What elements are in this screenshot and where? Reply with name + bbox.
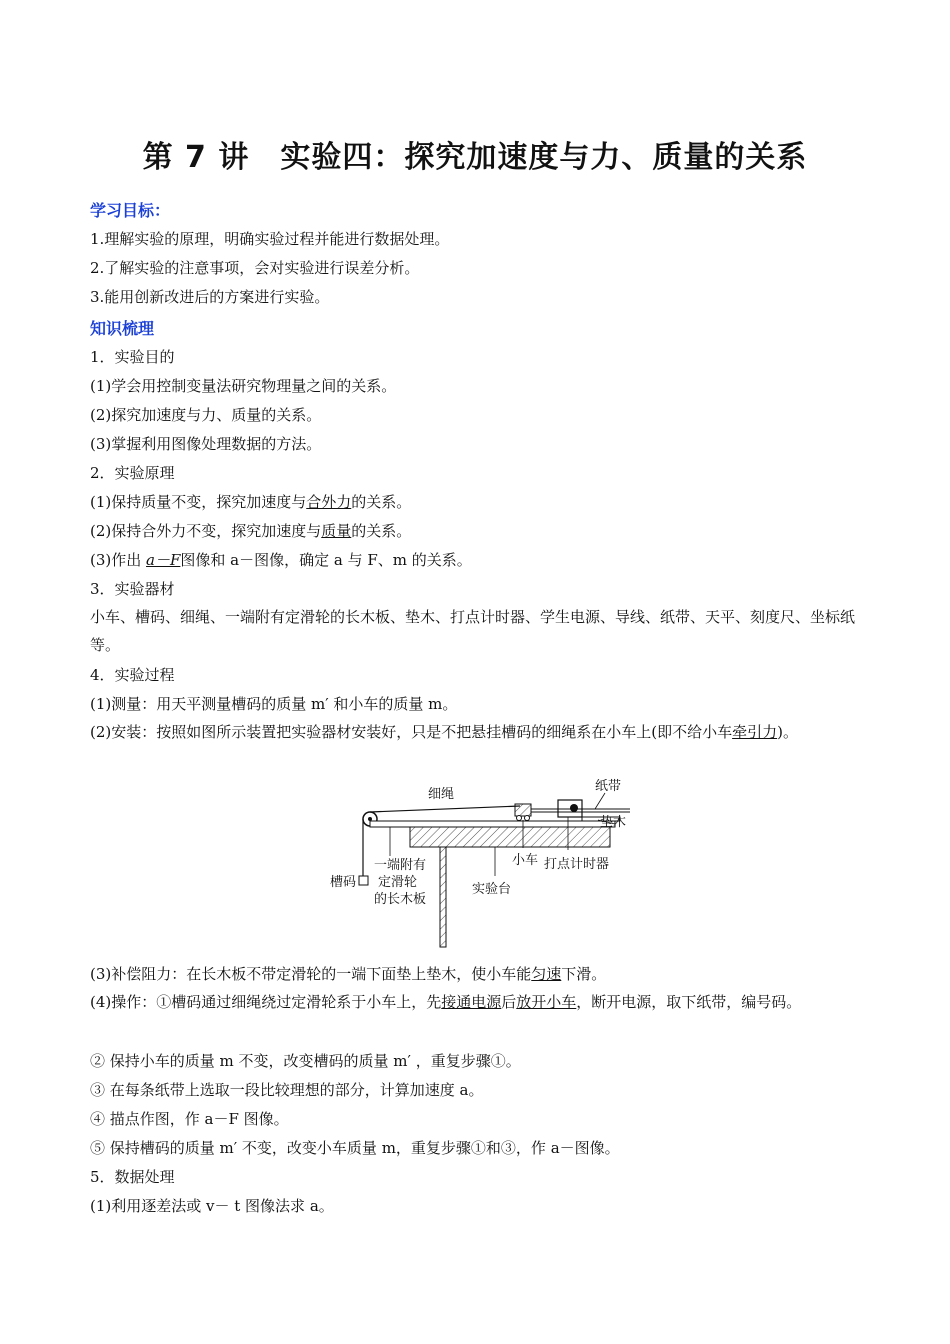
section-4-line-3	[90, 964, 606, 984]
text: 的关系。	[351, 522, 412, 540]
text: (2)保持合外力不变，探究加速度与	[90, 522, 322, 540]
section-5-title: 5．数据处理	[90, 1168, 175, 1186]
section-4-title: 4．实验过程	[90, 666, 175, 684]
apparatus-diagram	[330, 776, 640, 952]
section-4-line-1: (1)测量：用天平测量槽码的质量 m′ 和小车的质量 m。	[90, 695, 458, 713]
text: (2)安装：按照如图所示装置把实验器材安装好，只是不把悬挂槽码的细绳系在小车上(即不给小车	[90, 723, 733, 741]
section-1-item-2: (2)探究加速度与力、质量的关系。	[90, 406, 322, 424]
lab-table-top	[410, 827, 610, 847]
text: 后	[501, 993, 517, 1011]
text: 图像和 a－图像，确定 a 与 F、m 的关系。	[180, 551, 472, 569]
section-4-line-2	[90, 718, 865, 746]
section-4-line-8: ⑤ 保持槽码的质量 m′ 不变，改变小车质量 m，重复步骤①和③，作 a－图像。	[90, 1139, 620, 1157]
section-2-line-1	[90, 492, 411, 512]
text: 的关系。	[351, 493, 412, 511]
label-board-1: 一端附有	[374, 858, 427, 873]
goal-item-3: 3.能用创新改进后的方案进行实验。	[90, 288, 330, 306]
label-block: 垫木	[600, 815, 627, 830]
section-3-text: 小车、槽码、细绳、一端附有定滑轮的长木板、垫木、打点计时器、学生电源、导线、纸带、天平、刻度尺、坐标纸等。	[90, 608, 856, 654]
answer-underline: 接通电源	[441, 993, 502, 1011]
answer-underline: a－F	[146, 551, 181, 569]
section-2-line-2	[90, 521, 411, 541]
lab-table-leg	[440, 847, 446, 947]
section-4-line-6: ③ 在每条纸带上选取一段比较理想的部分，计算加速度 a。	[90, 1081, 484, 1099]
goal-item-2: 2.了解实验的注意事项，会对实验进行误差分析。	[90, 259, 420, 277]
label-table: 实验台	[472, 882, 512, 897]
section-4-line-7: ④ 描点作图，作 a－F 图像。	[90, 1110, 289, 1128]
weight-icon	[359, 876, 368, 885]
section-2-title: 2．实验原理	[90, 464, 175, 482]
label-tape: 纸带	[595, 779, 622, 794]
answer-underline: 匀速	[531, 965, 562, 983]
label-board-2: 定滑轮	[378, 875, 418, 890]
section-1-item-3: (3)掌握利用图像处理数据的方法。	[90, 435, 322, 453]
label-cart: 小车	[512, 853, 539, 868]
section-4-line-4	[90, 988, 865, 1016]
label-weight: 槽码	[330, 875, 357, 890]
goal-item-1: 1.理解实验的原理，明确实验过程并能进行数据处理。	[90, 230, 450, 248]
section-3-title: 3．实验器材	[90, 580, 175, 598]
label-rope: 细绳	[428, 787, 455, 802]
answer-underline: 放开小车	[516, 993, 577, 1011]
knowledge-heading: 知识梳理	[90, 319, 155, 338]
section-4-line-5: ② 保持小车的质量 m 不变，改变槽码的质量 m′ ，重复步骤①。	[90, 1052, 521, 1070]
cart-icon	[515, 804, 531, 816]
section-2-line-3	[90, 550, 472, 570]
section-5-line-1: (1)利用逐差法或 v－ t 图像法求 a。	[90, 1197, 334, 1215]
section-1-item-1: (1)学会用控制变量法研究物理量之间的关系。	[90, 377, 397, 395]
rope-line	[370, 806, 520, 812]
answer-underline: 牵引力	[732, 723, 778, 741]
goals-heading: 学习目标：	[90, 201, 171, 220]
answer-underline: 质量	[321, 522, 352, 540]
text: (1)保持质量不变，探究加速度与	[90, 493, 307, 511]
text: 下滑。	[561, 965, 607, 983]
label-timer: 打点计时器	[544, 857, 610, 872]
text: )。	[777, 723, 798, 741]
long-board	[370, 821, 615, 827]
text: ，断开电源，取下纸带，编号码。	[576, 993, 802, 1011]
text: (3)补偿阻力：在长木板不带定滑轮的一端下面垫上垫木，使小车能	[90, 965, 532, 983]
page-title: 第 7 讲 实验四：探究加速度与力、质量的关系	[142, 140, 808, 175]
section-1-title: 1．实验目的	[90, 348, 175, 366]
answer-underline: 合外力	[306, 493, 352, 511]
label-board-3: 的长木板	[374, 892, 427, 907]
text: (4)操作：①槽码通过细绳绕过定滑轮系于小车上，先	[90, 993, 442, 1011]
text: (3)作出	[90, 551, 147, 569]
